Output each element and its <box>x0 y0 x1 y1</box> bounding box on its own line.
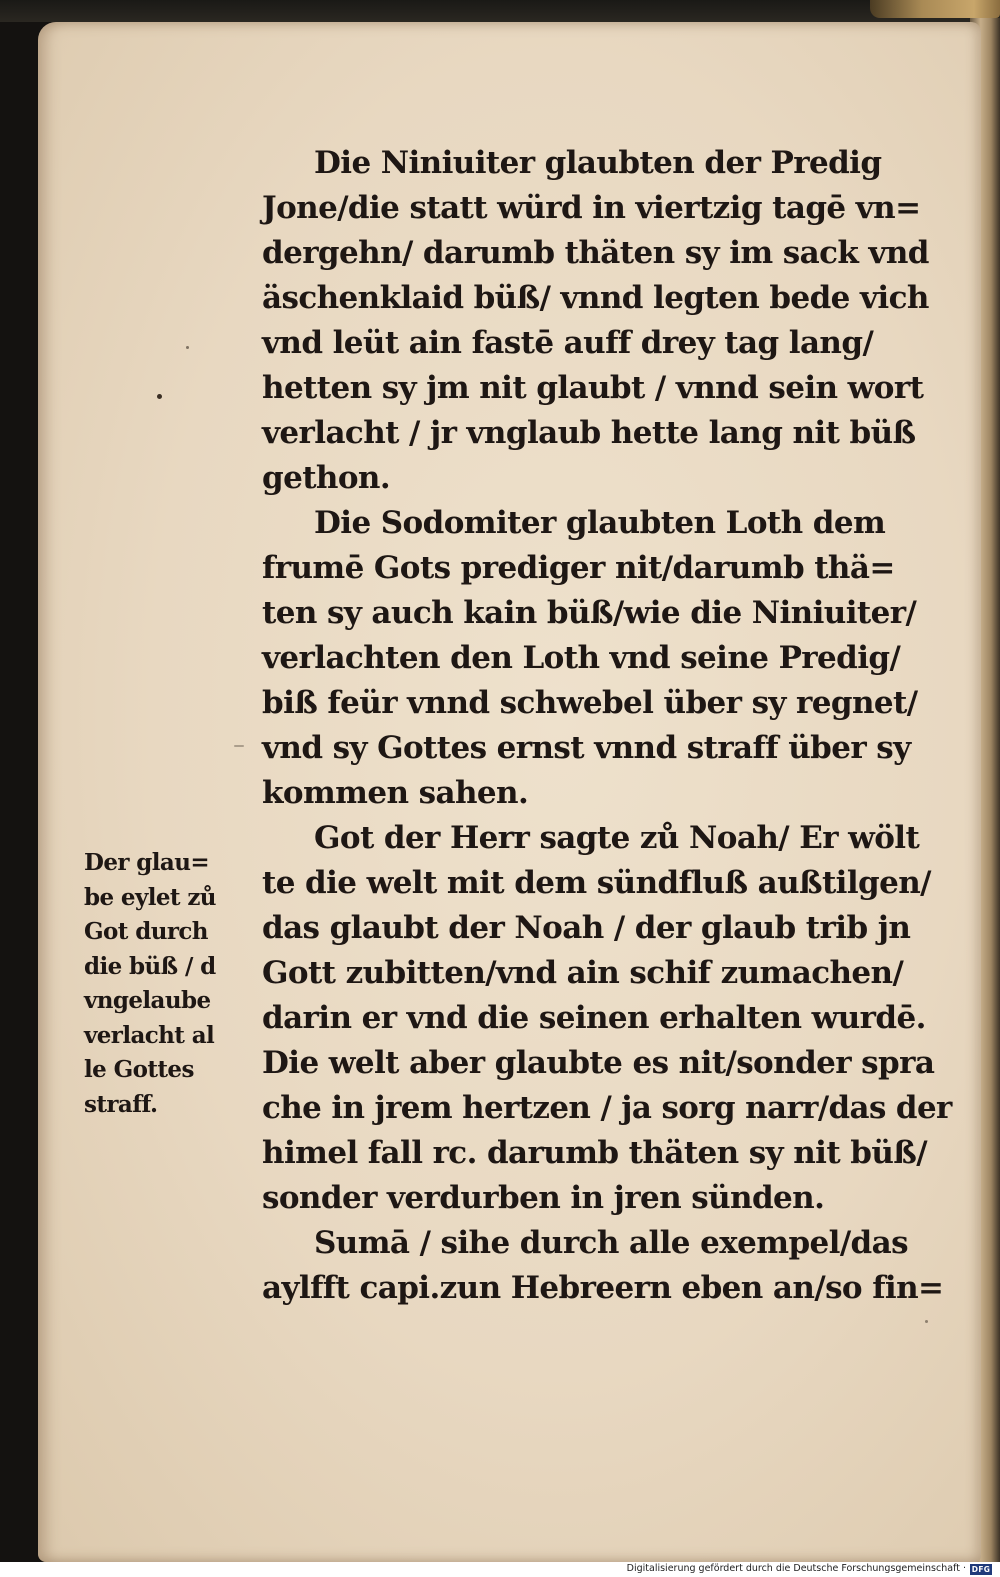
text-line: äschenklaid büß/ vnnd legten bede vich <box>262 280 929 316</box>
text-line: che in jrem hertzen / ja sorg narr/das der <box>262 1090 952 1126</box>
text-line: vnd leüt ain fastē auff drey tag lang/ <box>262 325 874 361</box>
gloss-line: be eylet zů <box>84 883 216 911</box>
gloss-line: verlacht al <box>84 1021 215 1049</box>
text-line: himel fall rc. darumb thäten sy nit büß/ <box>262 1135 927 1171</box>
text-line: darin er vnd die seinen erhalten wurdē. <box>262 1000 926 1036</box>
book-board-top <box>0 0 1000 22</box>
text-line: gethon. <box>262 460 391 496</box>
text-line: sonder verdurben in jren sünden. <box>262 1180 825 1216</box>
gloss-line: Der glau= <box>84 849 210 876</box>
text-line: verlachten den Loth vnd seine Predig/ <box>262 640 901 676</box>
text-line: das glaubt der Noah / der glaub trib jn <box>262 910 911 946</box>
text-line: hetten sy jm nit glaubt / vnnd sein wort <box>262 370 924 406</box>
ink-speck <box>186 346 189 349</box>
text-line: Die welt aber glaubte es nit/sonder spra <box>262 1045 935 1081</box>
main-text-block <box>262 141 962 1311</box>
ink-speck <box>925 1320 928 1323</box>
text-line: Die Niniuiter glaubten der Predig <box>314 145 882 181</box>
text-line: Gott zubitten/vnd ain schif zumachen/ <box>262 955 904 991</box>
ink-speck <box>234 745 244 747</box>
ink-speck <box>157 394 162 399</box>
text-line: verlacht / jr vnglaub hette lang nit büß <box>262 415 916 451</box>
gloss-line: die büß / d <box>84 952 216 980</box>
funding-credit: Digitalisierung gefördert durch die Deutsche Forschungsgemeinschaft · <box>626 1563 966 1574</box>
text-line: Die Sodomiter glaubten Loth dem <box>314 505 886 541</box>
gloss-line: vngelaube <box>84 987 211 1014</box>
text-line: biß feür vnnd schwebel über sy regnet/ <box>262 685 918 721</box>
gloss-line: Got durch <box>84 918 208 945</box>
text-line: te die welt mit dem sündfluß außtilgen/ <box>262 865 931 901</box>
text-line: ten sy auch kain büß/wie die Niniuiter/ <box>262 595 917 631</box>
text-line: vnd sy Gottes ernst vnnd straff über sy <box>262 730 911 766</box>
text-line: Sumā / sihe durch alle exempel/das <box>314 1225 908 1261</box>
binding-edge <box>870 0 1000 18</box>
marginal-gloss <box>84 846 254 1122</box>
gloss-line: straff. <box>84 1090 158 1118</box>
text-line: aylfft capi.zun Hebreern eben an/so fin= <box>262 1270 944 1306</box>
dfg-logo-icon: DFG <box>971 1565 991 1574</box>
text-line: dergehn/ darumb thäten sy im sack vnd <box>262 235 929 271</box>
text-line: kommen sahen. <box>262 775 529 811</box>
text-line: frumē Gots prediger nit/darumb thä= <box>262 550 895 586</box>
text-line: Jone/die statt würd in viertzig tagē vn= <box>262 190 921 226</box>
gloss-line: le Gottes <box>84 1056 194 1083</box>
text-line: Got der Herr sagte zů Noah/ Er wölt <box>314 820 920 856</box>
